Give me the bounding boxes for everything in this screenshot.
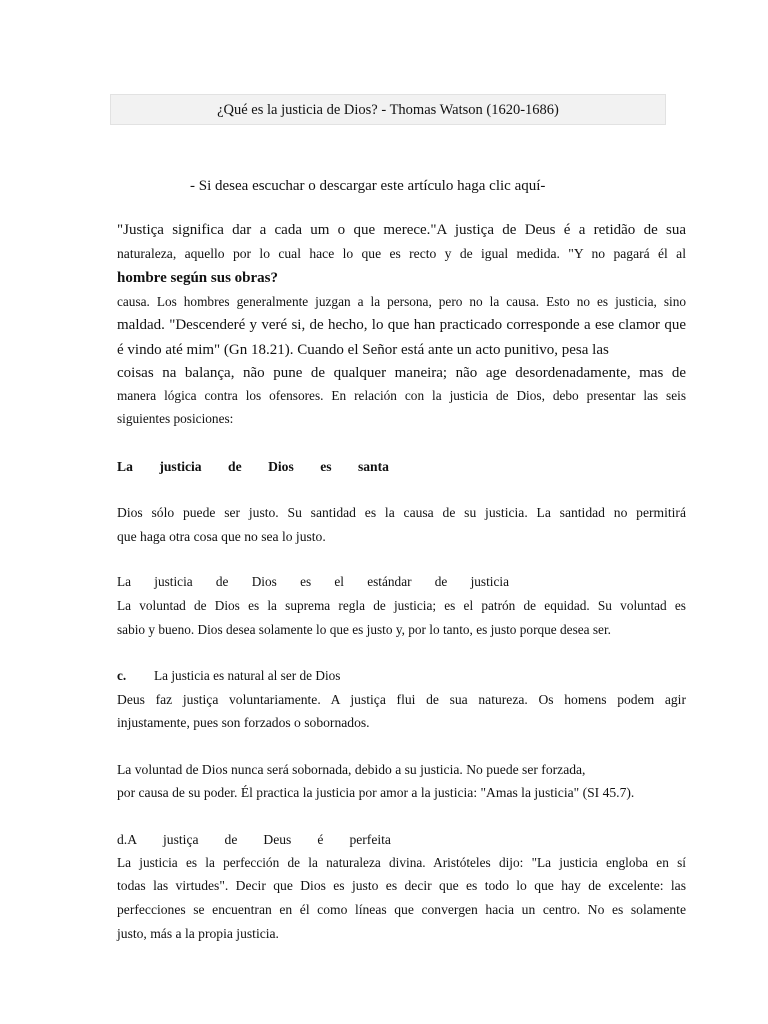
paragraph-3-line-2: sabio y bueno. Dios desea solamente lo que es justo y, por lo tanto, es justo porque desea ser. [117,622,611,637]
audio-download-link[interactable]: - Si desea escuchar o descargar este artículo haga clic aquí- [190,178,546,194]
paragraph-1-line-1: "Justiça significa dar a cada um o que merece."A justiça de Deus é a retidão de sua [117,222,686,238]
paragraph-1-line-7: coisas na balança, não pune de qualquer maneira; não age desordenadamente, mas de [117,365,686,381]
paragraph-1-line-3: hombre según sus obras? [117,270,279,286]
heading-word: Dios [268,459,294,474]
heading-word: de [228,459,242,474]
paragraph-6-line-3: perfecciones se encuentran en él como líneas que convergen hacia un centro. No es solamente [117,902,686,917]
paragraph-6-line-1: La justicia es la perfección de la naturaleza divina. Aristóteles dijo: "La justicia engloba en sí [117,855,686,870]
paragraph-1-line-2: naturaleza, aquello por lo cual hace lo que es recto y de igual medida. "Y no pagará él al [117,246,686,261]
heading-word: es [300,574,312,589]
heading-perfeita [117,832,391,848]
paragraph-1-line-9: siguientes posiciones: [117,411,234,426]
heading-text: La justicia es natural al ser de Dios [154,668,341,683]
heading-word: d.A [117,832,138,847]
paragraph-2-line-1: Dios sólo puede ser justo. Su santidad es la causa de su justicia. La santidad no permitirá [117,505,686,520]
heading-word: justicia [470,574,509,589]
heading-word: es [320,459,332,474]
paragraph-5-line-1: La voluntad de Dios nunca será sobornada, debido a su justicia. No puede ser forzada, [117,762,586,777]
paragraph-2-line-2: que haga otra cosa que no sea lo justo. [117,529,326,544]
heading-word: Dios [251,574,277,589]
paragraph-1-line-4: causa. Los hombres generalmente juzgan a la persona, pero no la causa. Esto no es justicia, sino [117,294,686,309]
paragraph-1-line-6: é vindo até mim" (Gn 18.21). Cuando el Señor está ante un acto punitivo, pesa las [117,342,609,358]
heading-word: La [117,574,132,589]
heading-word: justicia [154,574,193,589]
paragraph-1-line-5: maldad. "Descenderé y veré si, de hecho, lo que han practicado corresponde a ese clamor que [117,317,686,333]
heading-word: La [117,459,133,474]
heading-word: justicia [159,459,202,474]
paragraph-4-line-2: injustamente, pues son forzados o sobornados. [117,715,370,730]
paragraph-4-line-1: Deus faz justiça voluntariamente. A justiça flui de sua natureza. Os homens podem agir [117,692,686,707]
heading-marker: c. [117,668,127,683]
heading-word: Deus [263,832,292,847]
heading-estandar [117,574,509,590]
heading-word: justiça [163,832,199,847]
heading-santa [117,459,389,475]
paragraph-6-line-4: justo, más a la propia justicia. [117,926,279,941]
heading-word: estándar [367,574,412,589]
heading-natural [117,668,340,684]
heading-word: perfeita [349,832,391,847]
heading-word: santa [357,459,389,474]
heading-word: de [434,574,448,589]
heading-word: de [224,832,238,847]
paragraph-5-line-2: por causa de su poder. Él practica la justicia por amor a la justicia: "Amas la justicia" (SI 45.7). [117,785,635,800]
heading-word: el [334,574,344,589]
paragraph-6-line-2: todas las virtudes". Decir que Dios es justo es decir que es todo lo que hay de excelente: las [117,878,686,893]
heading-word: de [215,574,229,589]
page-title: ¿Qué es la justicia de Dios? - Thomas Watson (1620-1686) [110,94,666,125]
heading-word: é [317,832,324,847]
paragraph-3-line-1: La voluntad de Dios es la suprema regla de justicia; es el patrón de equidad. Su voluntad es [117,598,686,613]
paragraph-1-line-8: manera lógica contra los ofensores. En relación con la justicia de Dios, debo presentar las seis [117,388,686,403]
